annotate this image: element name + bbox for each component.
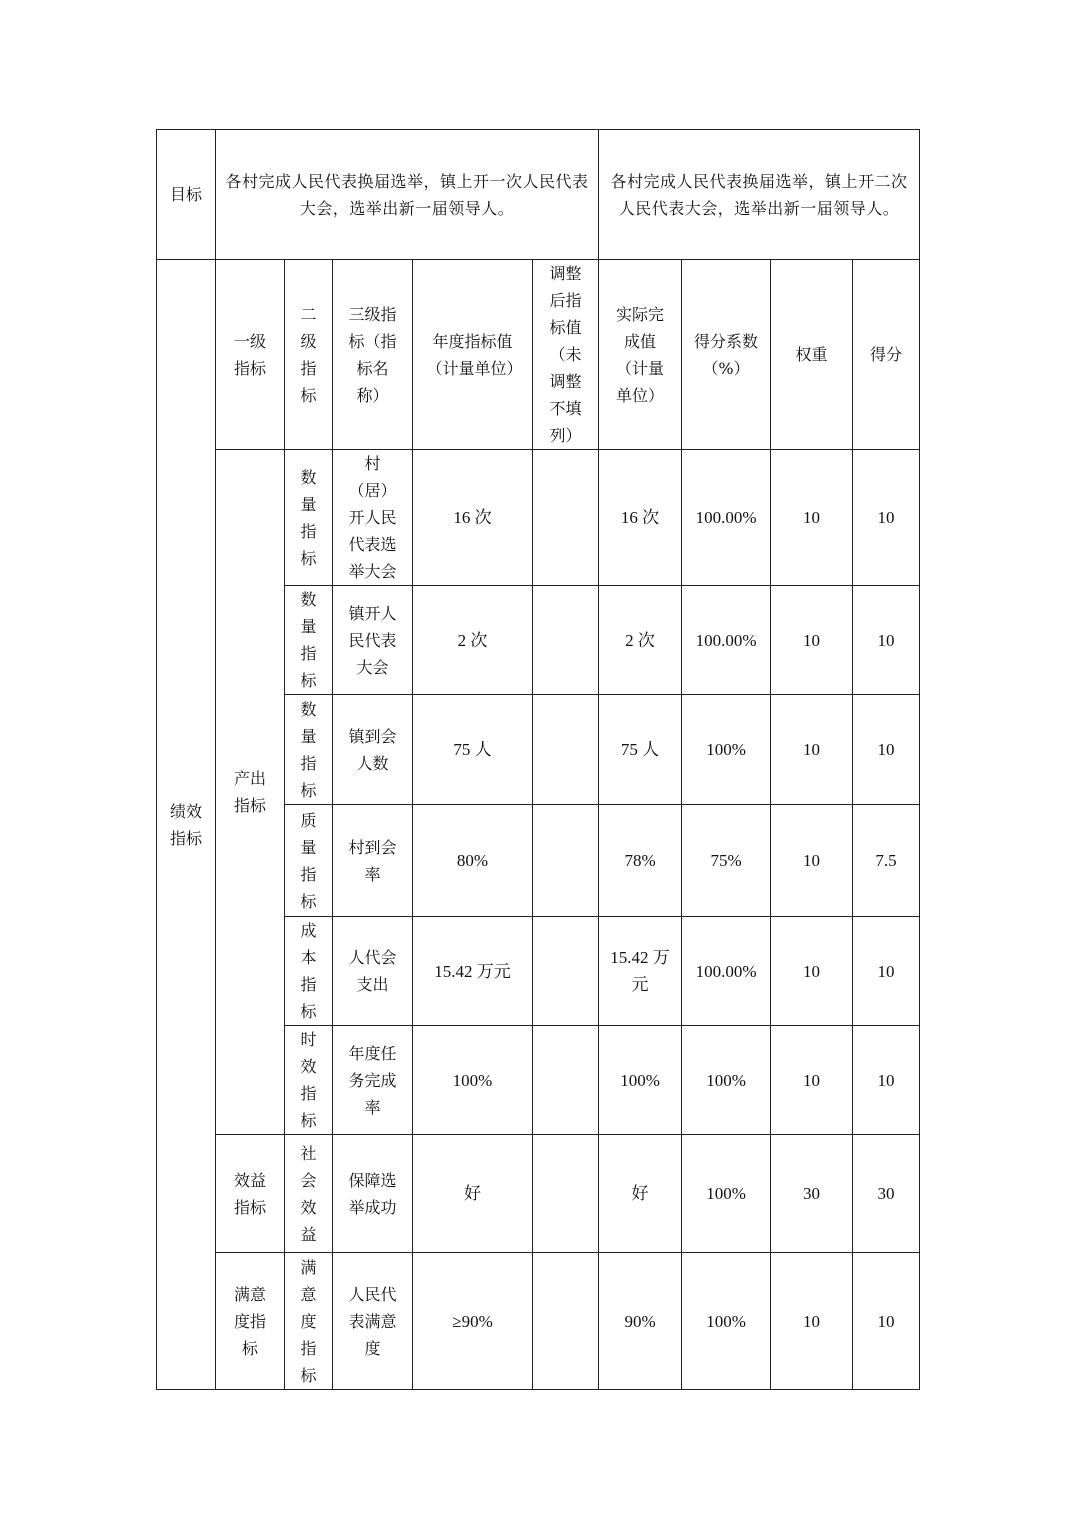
- row-coef: 100%: [682, 1253, 771, 1390]
- row-adjusted: [533, 695, 599, 805]
- row-score: 10: [853, 917, 920, 1026]
- row-level3: [333, 805, 413, 917]
- row-level3: [333, 695, 413, 805]
- row-adjusted: [533, 450, 599, 586]
- row-score: 10: [853, 1253, 920, 1390]
- row-annual: 15.42 万元: [413, 917, 533, 1026]
- row-score: 7.5: [853, 805, 920, 917]
- row-level3-text: 镇开人民代表大会: [348, 603, 397, 677]
- row-level3: [333, 450, 413, 586]
- group-benefit-text: 效益指标: [233, 1170, 266, 1217]
- header-coef: [682, 260, 771, 450]
- header-level2: [285, 260, 333, 450]
- row-level2: [285, 1253, 333, 1390]
- row-level3-text: 人民代表满意度: [348, 1284, 397, 1358]
- group-benefit: [216, 1135, 285, 1253]
- row-level2: [285, 805, 333, 917]
- row-level3-text: 村（居）开人民代表选举大会: [348, 454, 397, 581]
- header-level1-text: 一级指标: [233, 331, 266, 378]
- header-annual: [413, 260, 533, 450]
- row-annual: ≥90%: [413, 1253, 533, 1390]
- performance-table: [156, 129, 920, 1390]
- row-actual: [599, 917, 682, 1026]
- header-adjusted: [533, 260, 599, 450]
- header-level1: [216, 260, 285, 450]
- row-actual: 75 人: [599, 695, 682, 805]
- header-level2-text: 二级指标: [300, 304, 317, 405]
- goal-actual-text: 各村完成人民代表换届选举，镇上开二次人民代表大会，选举出新一届领导人。: [599, 130, 920, 260]
- row-adjusted: [533, 917, 599, 1026]
- row-actual: 78%: [599, 805, 682, 917]
- row-annual: 2 次: [413, 586, 533, 695]
- row-level3: [333, 586, 413, 695]
- row-coef: 100%: [682, 1026, 771, 1135]
- row-level2-text: 满意度指标: [300, 1257, 317, 1385]
- row-level2-text: 质量指标: [300, 810, 317, 911]
- row-coef: 100%: [682, 1135, 771, 1253]
- row-weight: 10: [771, 695, 853, 805]
- row-level3: [333, 1026, 413, 1135]
- section-label-text: 绩效指标: [169, 801, 202, 848]
- row-annual: 80%: [413, 805, 533, 917]
- row-level2-text: 社会效益: [300, 1143, 317, 1244]
- row-level3-text: 保障选举成功: [348, 1170, 397, 1217]
- row-weight: 10: [771, 1026, 853, 1135]
- row-level3: [333, 1253, 413, 1390]
- row-score: 10: [853, 1026, 920, 1135]
- row-actual: 2 次: [599, 586, 682, 695]
- row-level2-text: 成本指标: [300, 921, 317, 1021]
- row-adjusted: [533, 1026, 599, 1135]
- row-level2-text: 时效指标: [300, 1030, 317, 1130]
- goal-planned-text: 各村完成人民代表换届选举，镇上开一次人民代表大会，选举出新一届领导人。: [216, 130, 599, 260]
- group-output: [216, 450, 285, 1135]
- row-level2-text: 数量指标: [300, 699, 317, 800]
- row-actual: 100%: [599, 1026, 682, 1135]
- row-weight: 10: [771, 1253, 853, 1390]
- row-level2-text: 数量指标: [300, 590, 317, 690]
- header-weight: 权重: [771, 260, 853, 450]
- row-actual: 90%: [599, 1253, 682, 1390]
- row-weight: 10: [771, 917, 853, 1026]
- section-label: [157, 260, 216, 1390]
- row-level3-text: 年度任务完成率: [348, 1043, 397, 1117]
- group-satisfaction-text: 满意度指标: [233, 1284, 266, 1358]
- row-actual: 好: [599, 1135, 682, 1253]
- row-weight: 10: [771, 805, 853, 917]
- table-row: [157, 1253, 920, 1390]
- row-level2: [285, 695, 333, 805]
- row-weight: 10: [771, 586, 853, 695]
- header-row: [157, 260, 920, 450]
- row-coef: 100.00%: [682, 450, 771, 586]
- row-coef: 100.00%: [682, 586, 771, 695]
- row-annual: 好: [413, 1135, 533, 1253]
- row-score: 30: [853, 1135, 920, 1253]
- row-weight: 10: [771, 450, 853, 586]
- row-level3-text: 镇到会人数: [348, 726, 397, 773]
- table-row: [157, 450, 920, 586]
- header-annual-text: 年度指标值（计量单位）: [426, 331, 523, 378]
- row-adjusted: [533, 586, 599, 695]
- header-coef-text: 得分系数（%）: [694, 331, 759, 378]
- goal-row: [157, 130, 920, 260]
- row-adjusted: [533, 1253, 599, 1390]
- group-output-text: 产出指标: [233, 769, 266, 815]
- row-level2: [285, 586, 333, 695]
- header-level3-text: 三级指标（指标名称）: [348, 304, 397, 405]
- header-actual: [599, 260, 682, 450]
- row-level2: [285, 1026, 333, 1135]
- header-score: 得分: [853, 260, 920, 450]
- row-level3: [333, 917, 413, 1026]
- row-annual: 16 次: [413, 450, 533, 586]
- row-adjusted: [533, 1135, 599, 1253]
- row-level2-text: 数量指标: [300, 467, 317, 568]
- header-adjusted-text: 调整后指标值（未调整不填列）: [549, 264, 582, 445]
- group-satisfaction: [216, 1253, 285, 1390]
- row-coef: 100.00%: [682, 917, 771, 1026]
- row-coef: 100%: [682, 695, 771, 805]
- row-annual: 100%: [413, 1026, 533, 1135]
- row-actual-text: 15.42 万元: [610, 948, 670, 994]
- row-annual: 75 人: [413, 695, 533, 805]
- row-level3: [333, 1135, 413, 1253]
- row-level3-text: 村到会率: [348, 837, 397, 884]
- row-level3-text: 人代会支出: [348, 948, 397, 994]
- row-score: 10: [853, 450, 920, 586]
- row-coef: 75%: [682, 805, 771, 917]
- row-adjusted: [533, 805, 599, 917]
- row-score: 10: [853, 695, 920, 805]
- goal-label: 目标: [157, 130, 216, 260]
- row-score: 10: [853, 586, 920, 695]
- row-weight: 30: [771, 1135, 853, 1253]
- table-row: [157, 1135, 920, 1253]
- header-actual-text: 实际完成值（计量单位）: [616, 304, 665, 405]
- header-level3: [333, 260, 413, 450]
- row-level2: [285, 1135, 333, 1253]
- row-actual: 16 次: [599, 450, 682, 586]
- row-level2: [285, 917, 333, 1026]
- row-level2: [285, 450, 333, 586]
